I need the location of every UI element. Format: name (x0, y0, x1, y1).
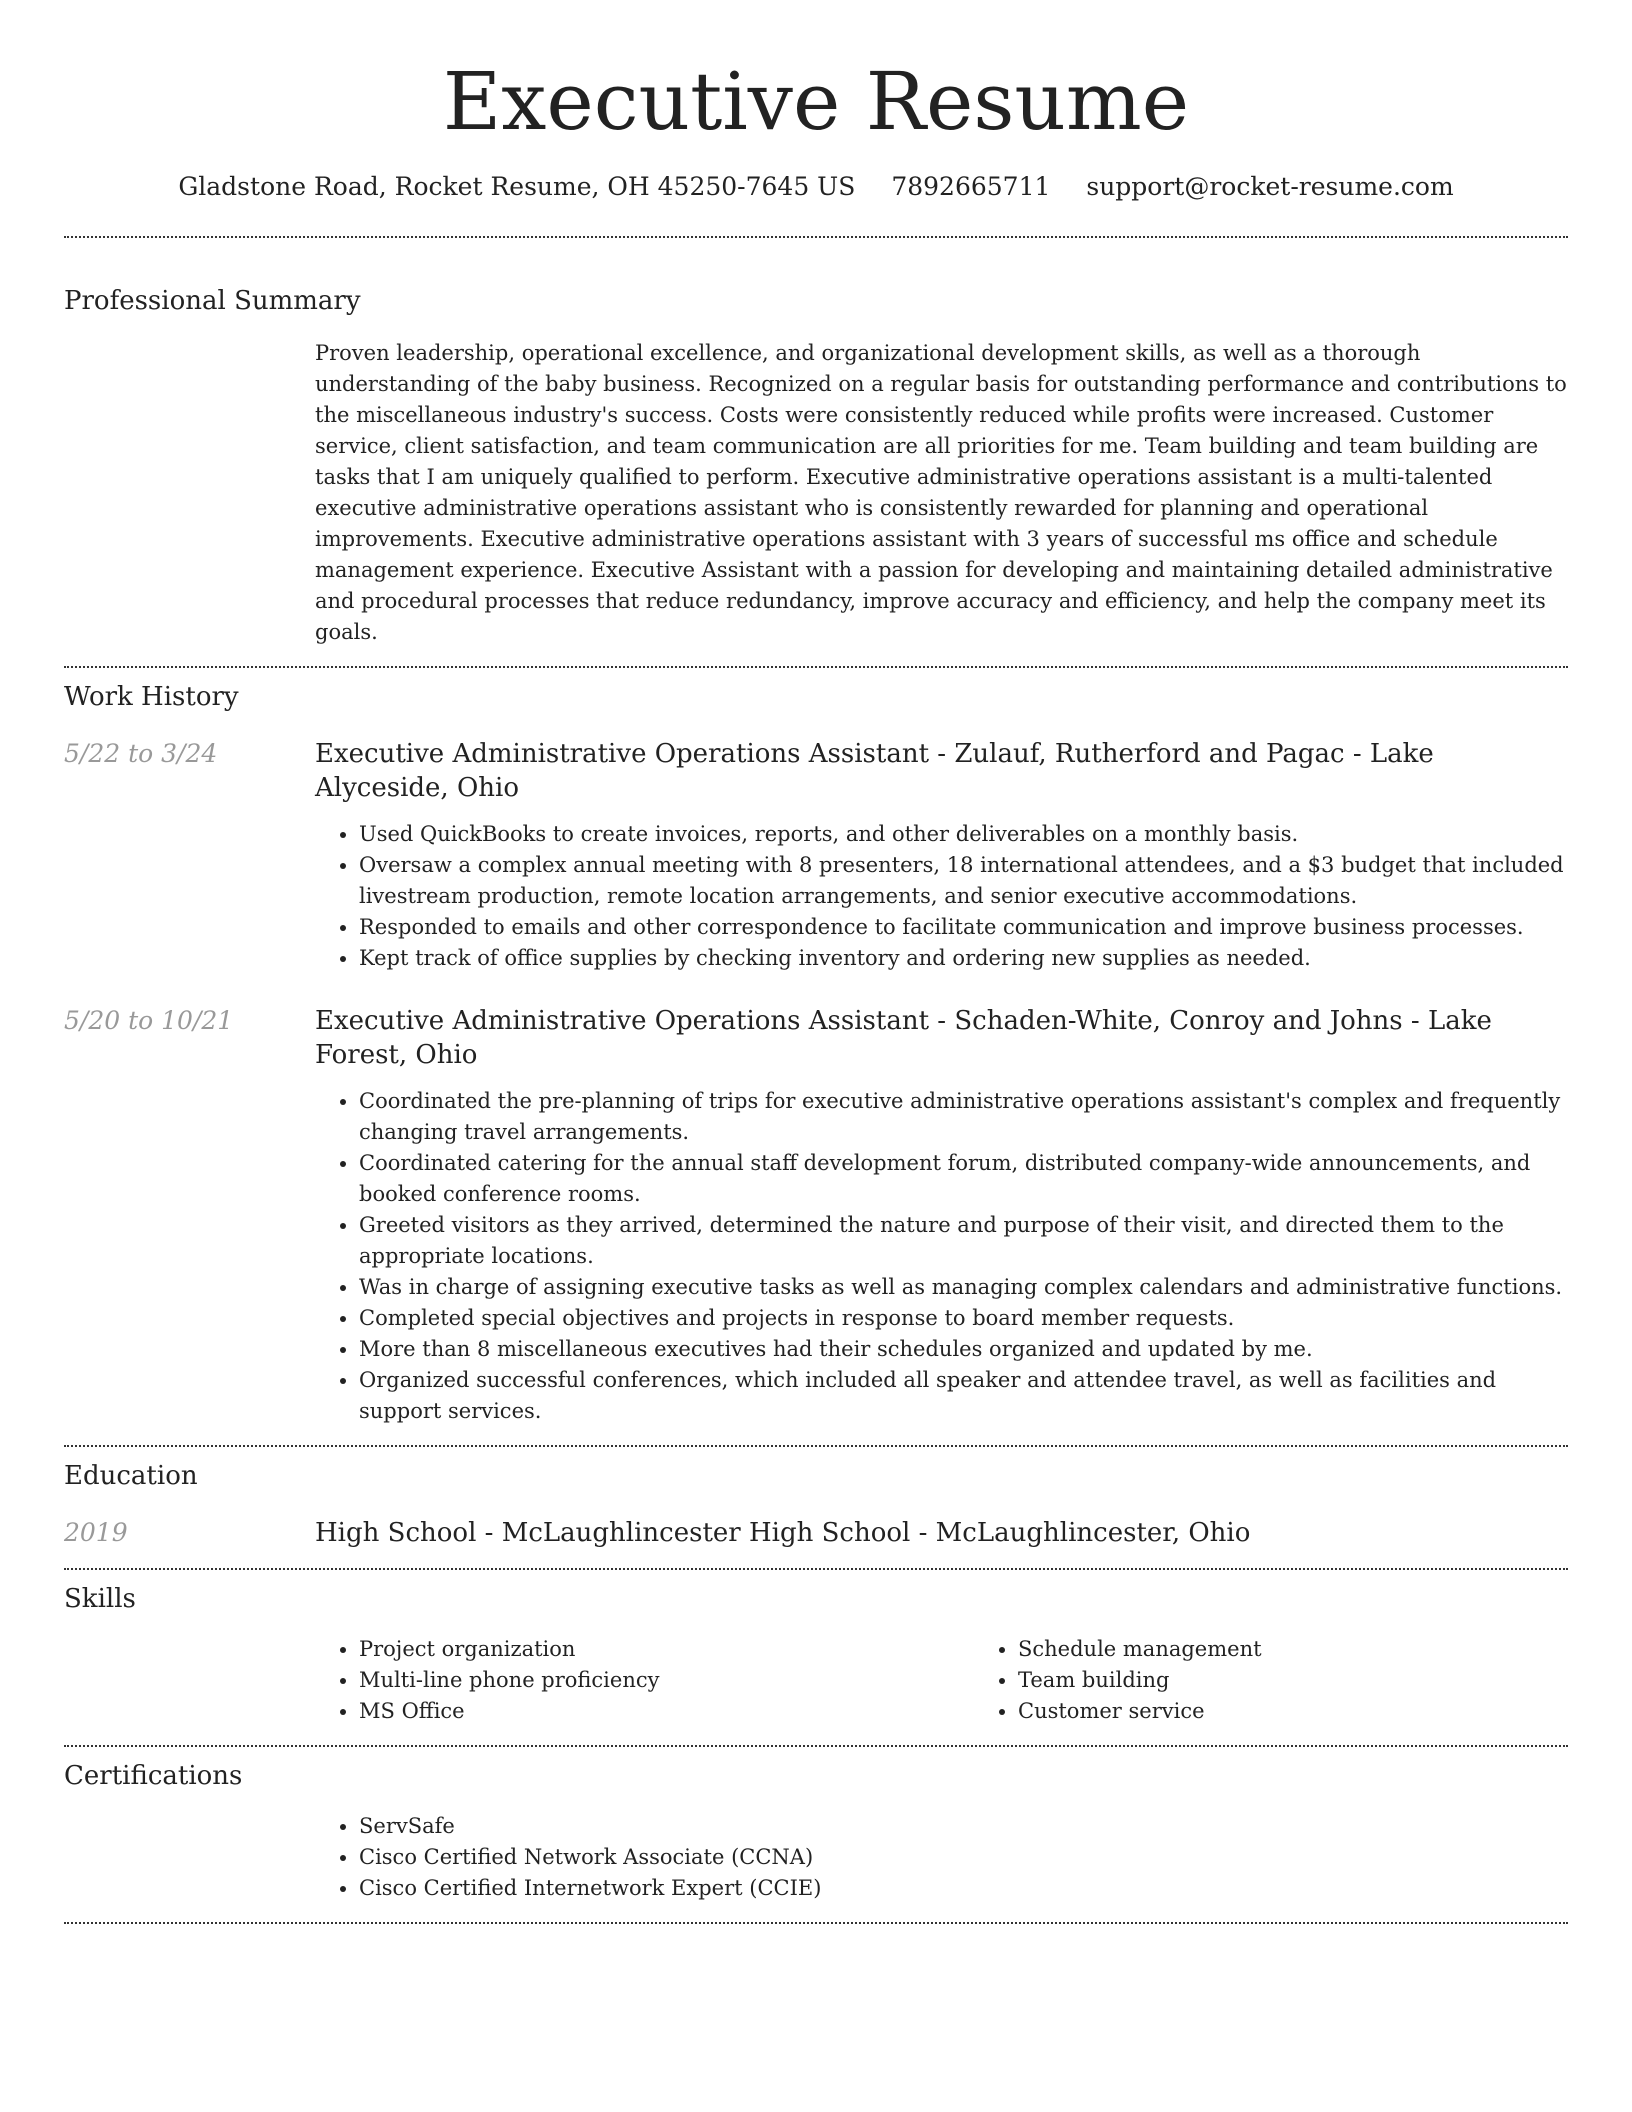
section-title-summary: Professional Summary (64, 286, 361, 316)
skills-list-left (315, 1634, 974, 1727)
contact-address: Gladstone Road, Rocket Resume, OH 45250-7645 US (178, 172, 856, 201)
skill-item: • Multi-line phone proficiency (359, 1665, 974, 1696)
list-item: • Was in charge of assigning executive tasks as well as managing complex calendars and administrative functions. (359, 1272, 1568, 1303)
job-bullets (315, 1086, 1568, 1427)
education-entry (64, 1516, 1568, 1550)
list-item: • Greeted visitors as they arrived, determined the nature and purpose of their visit, and directed them to the appropriate locations. (359, 1210, 1568, 1272)
list-item: • Used QuickBooks to create invoices, reports, and other deliverables on a monthly basis. (359, 819, 1568, 850)
work-history-section (64, 680, 1568, 1427)
list-item: • Responded to emails and other correspondence to facilitate communication and improve business processes. (359, 912, 1568, 943)
job-entry (64, 737, 1568, 974)
divider (64, 1568, 1568, 1570)
summary-text: Proven leadership, operational excellence, and organizational development skills, as well as a thorough understanding of the baby business. Recognized on a regular basis for outstanding performance and contributions to the miscellaneous industry's success. Costs were consistently reduced while profits were increased. Customer service, client satisfaction, and team communication are all priorities for me. Team building and team building are tasks that I am uniquely qualified to perform. Executive administrative operations assistant is a multi-talented executive administrative operations assistant who is consistently rewarded for planning and operational improvements. Executive administrative operations assistant with 3 years of successful ms office and schedule management experience. Executive Assistant with a passion for developing and maintaining detailed administrative and procedural processes that reduce redundancy, improve accuracy and efficiency, and help the company meet its goals. (315, 341, 1567, 644)
skills-section (64, 1582, 1568, 1727)
job-dates: 5/20 to 10/21 (64, 1006, 234, 1035)
education-section (64, 1459, 1568, 1550)
resume-header (64, 0, 1568, 204)
education-year: 2019 (64, 1518, 128, 1547)
skill-item: • Customer service (1018, 1696, 1632, 1727)
divider (64, 1445, 1568, 1447)
divider (64, 666, 1568, 668)
education-title: High School - McLaughlincester High School - McLaughlincester, Ohio (315, 1518, 1251, 1548)
list-item: • Coordinated the pre-planning of trips for executive administrative operations assistant's complex and frequently changing travel arrangements. (359, 1086, 1568, 1148)
divider (64, 1745, 1568, 1747)
contact-email: support@rocket-resume.com (1086, 172, 1454, 201)
job-title: Executive Administrative Operations Assistant - Schaden-White, Conroy and Johns - Lake Forest, Ohio (315, 1006, 1492, 1070)
job-title: Executive Administrative Operations Assistant - Zulauf, Rutherford and Pagac - Lake Alyceside, Ohio (315, 739, 1434, 803)
certification-item: • Cisco Certified Internetwork Expert (CCIE) (359, 1873, 1568, 1904)
list-item: • Organized successful conferences, which included all speaker and attendee travel, as well as facilities and support services. (359, 1365, 1568, 1427)
list-item: • Completed special objectives and projects in response to board member requests. (359, 1303, 1568, 1334)
section-title-skills: Skills (64, 1584, 136, 1614)
certifications-section (64, 1759, 1568, 1904)
list-item: • More than 8 miscellaneous executives had their schedules organized and updated by me. (359, 1334, 1568, 1365)
summary-section (64, 284, 1568, 648)
job-bullets (315, 819, 1568, 974)
skill-item: • Schedule management (1018, 1634, 1632, 1665)
section-title-work: Work History (64, 682, 239, 712)
skill-item: • Project organization (359, 1634, 974, 1665)
skills-list-right (974, 1634, 1632, 1727)
certifications-list (315, 1811, 1568, 1904)
skill-item: • MS Office (359, 1696, 974, 1727)
resume-name: Executive Resume (442, 55, 1190, 148)
job-entry (64, 1004, 1568, 1427)
divider (64, 236, 1568, 238)
contact-line (64, 170, 1568, 204)
job-dates: 5/22 to 3/24 (64, 739, 218, 768)
section-title-education: Education (64, 1461, 198, 1491)
skill-item: • Team building (1018, 1665, 1632, 1696)
divider (64, 1922, 1568, 1924)
list-item: • Kept track of office supplies by checking inventory and ordering new supplies as needed. (359, 943, 1568, 974)
section-title-certifications: Certifications (64, 1761, 243, 1791)
certification-item: • Cisco Certified Network Associate (CCNA) (359, 1842, 1568, 1873)
list-item: • Coordinated catering for the annual staff development forum, distributed company-wide announcements, and booked conference rooms. (359, 1148, 1568, 1210)
certification-item: • ServSafe (359, 1811, 1568, 1842)
contact-phone: 7892665711 (891, 172, 1051, 201)
list-item: • Oversaw a complex annual meeting with 8 presenters, 18 international attendees, and a $3 budget that included livestream production, remote location arrangements, and senior executive accommodations. (359, 850, 1568, 912)
